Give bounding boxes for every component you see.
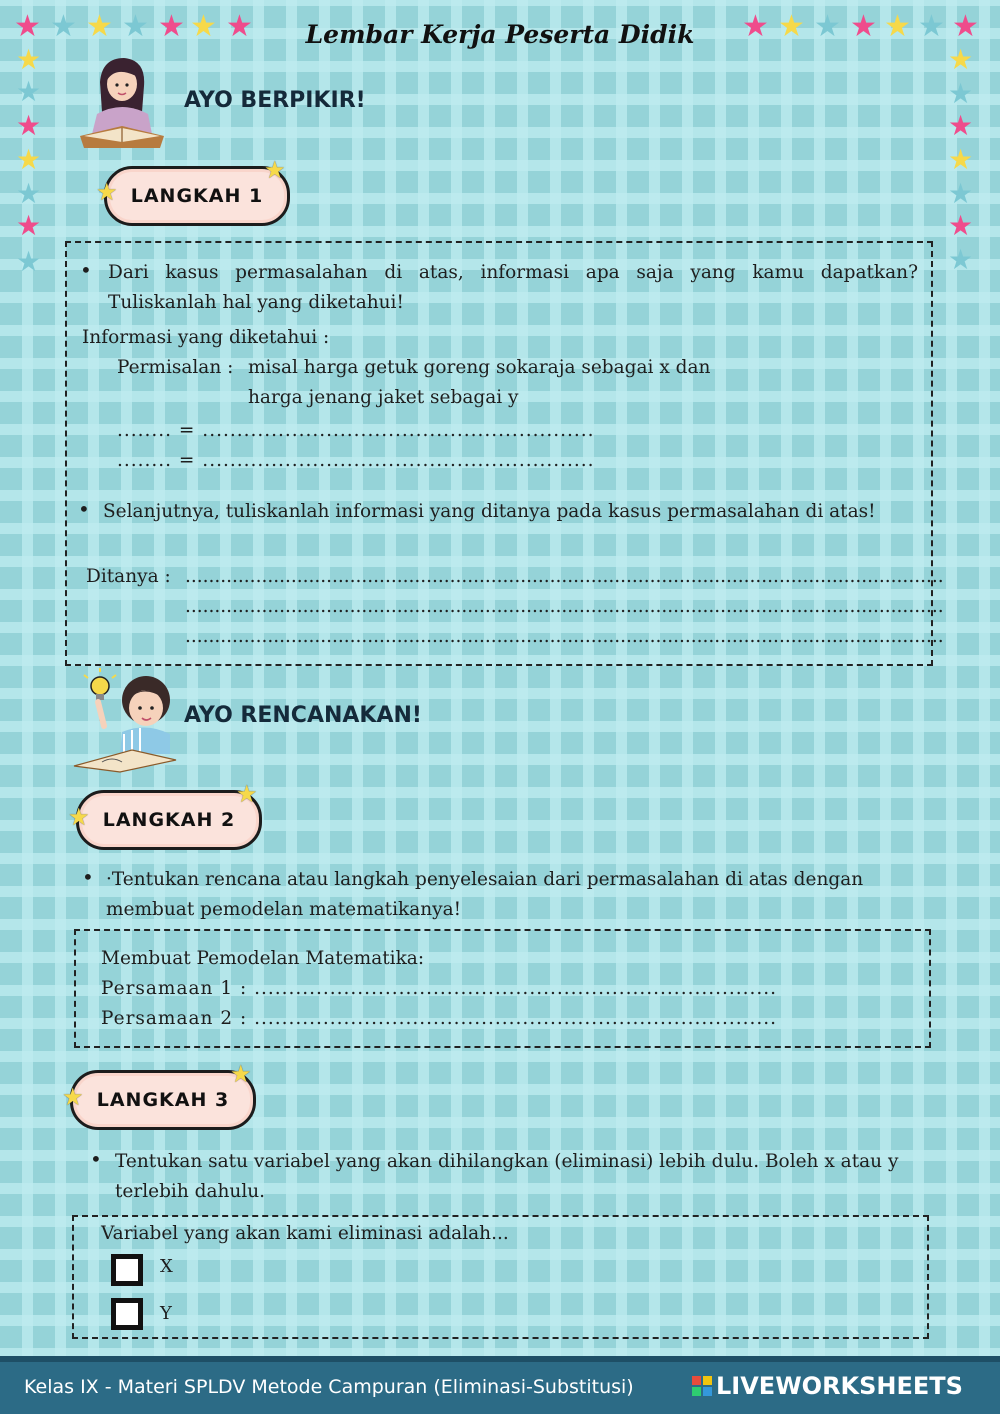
permisalan-label: Permisalan : xyxy=(117,357,234,378)
girl-reading-illustration xyxy=(72,52,172,152)
liveworksheets-logo[interactable] xyxy=(692,1372,963,1400)
star-icon: ★ xyxy=(230,1060,252,1088)
star-icon: ★ xyxy=(948,209,974,242)
checkbox-y[interactable] xyxy=(111,1298,143,1330)
footer-stripe xyxy=(0,1356,1000,1362)
asked-label: Ditanya : xyxy=(86,566,171,587)
star-icon: ★ xyxy=(814,9,841,44)
equation-2-field[interactable]: Persamaan 2 : ............................................................................ xyxy=(101,1008,778,1029)
section-heading-think: AYO BERPIKIR! xyxy=(184,88,366,113)
step3-question: Tentukan satu variabel yang akan dihilangkan (eliminasi) lebih dulu. Boleh x atau y terlebih dahulu. xyxy=(115,1151,899,1202)
star-icon: ★ xyxy=(948,177,974,210)
star-icon: ★ xyxy=(16,245,42,278)
star-icon: ★ xyxy=(948,43,974,76)
star-icon: ★ xyxy=(16,143,42,176)
lightbulb-icon xyxy=(84,668,116,700)
star-icon: ★ xyxy=(122,9,149,44)
star-icon: ★ xyxy=(952,9,979,44)
star-icon: ★ xyxy=(16,177,42,210)
star-icon: ★ xyxy=(948,243,974,276)
equation-1-field[interactable]: Persamaan 1 : ............................................................................ xyxy=(101,978,778,999)
star-icon: ★ xyxy=(16,109,42,142)
step2-question: ·Tentukan rencana atau langkah penyelesaian dari permasalahan di atas dengan membuat pemodelan matematikanya! xyxy=(106,869,864,920)
asked-line-3[interactable]: ................................................................................................................................. xyxy=(185,626,944,647)
star-icon: ★ xyxy=(918,9,945,44)
step1-badge xyxy=(104,166,290,226)
step2-badge xyxy=(76,790,262,850)
answer-blank-2[interactable]: ........ = ......................................................... xyxy=(117,450,595,471)
star-icon: ★ xyxy=(50,9,77,44)
eliminate-title: Variabel yang akan kami eliminasi adalah... xyxy=(101,1223,509,1244)
star-icon: ★ xyxy=(190,9,217,44)
star-icon: ★ xyxy=(62,1083,84,1111)
star-icon: ★ xyxy=(86,9,113,44)
student-writing-illustration xyxy=(72,670,176,772)
permisalan-line1: misal harga getuk goreng sokaraja sebagai x dan xyxy=(248,357,711,378)
star-icon: ★ xyxy=(264,156,286,184)
step3-label: LANGKAH 3 xyxy=(96,1089,230,1111)
option-x-label: X xyxy=(160,1256,173,1277)
liveworksheets-brand: LIVEWORKSHEETS xyxy=(716,1372,963,1400)
answer-blank-1[interactable]: ........ = ......................................................... xyxy=(117,420,595,441)
star-icon: ★ xyxy=(850,9,877,44)
step2-label: LANGKAH 2 xyxy=(102,809,236,831)
star-icon: ★ xyxy=(742,9,769,44)
step1-question2: Selanjutnya, tuliskanlah informasi yang ditanya pada kasus permasalahan di atas! xyxy=(103,501,876,522)
bullet-icon: • xyxy=(82,865,94,889)
footer-text: Kelas IX - Materi SPLDV Metode Campuran (Eliminasi-Substitusi) xyxy=(24,1376,634,1398)
option-y-label: Y xyxy=(160,1303,172,1324)
bullet-icon: • xyxy=(78,497,90,521)
star-icon: ★ xyxy=(236,780,258,808)
known-label: Informasi yang diketahui : xyxy=(82,327,330,348)
model-title: Membuat Pemodelan Matematika: xyxy=(101,948,425,969)
star-icon: ★ xyxy=(96,178,118,206)
step3-badge xyxy=(70,1070,256,1130)
star-icon: ★ xyxy=(16,75,42,108)
bullet-icon: • xyxy=(80,258,92,282)
bullet-icon: • xyxy=(90,1147,102,1171)
star-icon: ★ xyxy=(158,9,185,44)
star-icon: ★ xyxy=(14,9,41,44)
star-icon: ★ xyxy=(884,9,911,44)
step1-question1: Dari kasus permasalahan di atas, informasi apa saja yang kamu dapatkan? Tuliskanlah hal yang diketahui! xyxy=(108,262,918,313)
asked-line-2[interactable]: ................................................................................................................................. xyxy=(185,596,944,617)
star-icon: ★ xyxy=(16,43,42,76)
page-title: Lembar Kerja Peserta Didik xyxy=(305,20,695,49)
checkbox-x[interactable] xyxy=(111,1254,143,1286)
star-icon: ★ xyxy=(226,9,253,44)
star-icon: ★ xyxy=(948,109,974,142)
star-icon: ★ xyxy=(16,209,42,242)
liveworksheets-logo-icon xyxy=(692,1376,712,1396)
star-icon: ★ xyxy=(948,143,974,176)
star-icon: ★ xyxy=(68,803,90,831)
step1-label: LANGKAH 1 xyxy=(130,185,264,207)
star-icon: ★ xyxy=(778,9,805,44)
permisalan-line2: harga jenang jaket sebagai y xyxy=(248,387,519,408)
asked-line-1[interactable]: ................................................................................................................................. xyxy=(185,566,944,587)
star-icon: ★ xyxy=(948,77,974,110)
section-heading-plan: AYO RENCANAKAN! xyxy=(184,703,422,728)
